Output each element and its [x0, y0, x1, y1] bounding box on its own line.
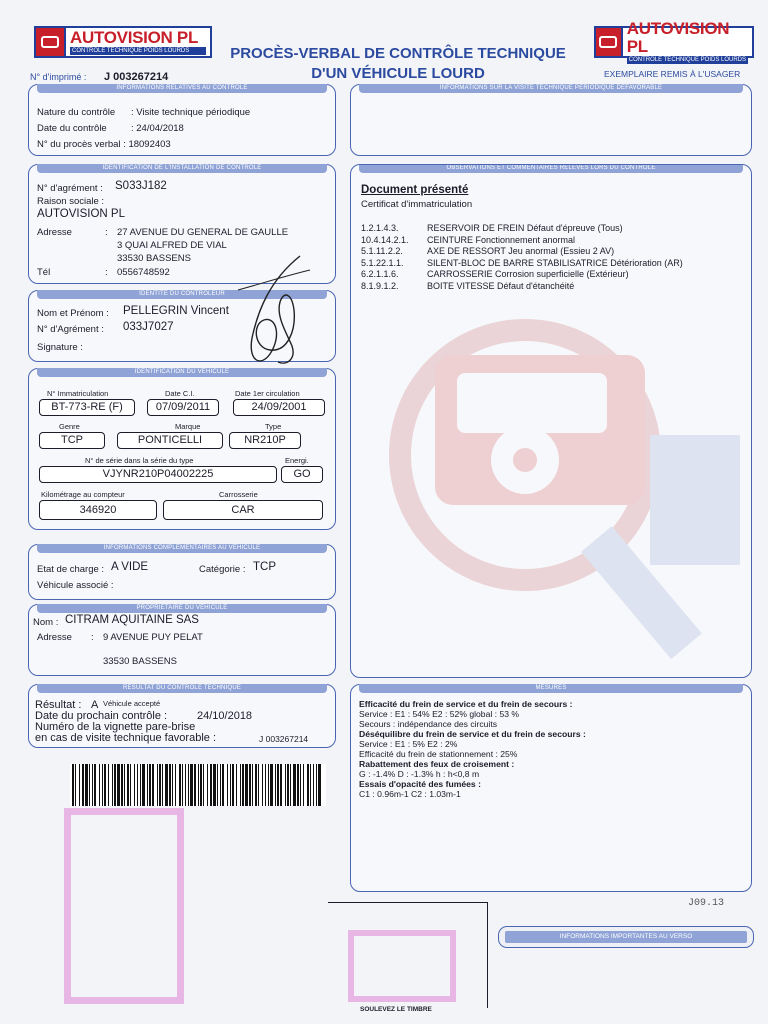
barcode-bar [307, 764, 309, 806]
observation-code: 5.1.11.2.2. [361, 246, 403, 256]
controle-info-box [28, 84, 336, 156]
section-heading: IDENTITE DU CONTROLEUR [37, 290, 327, 299]
exemplaire-usager: EXEMPLAIRE REMIS À L'USAGER [604, 69, 741, 79]
logo-brand: AUTOVISION PL [70, 28, 199, 47]
adresse-colon: : [105, 227, 108, 238]
observation-code: 5.1.22.1.1. [361, 257, 404, 268]
mesure-line: G : -1.4% D : -1.3% h : h<0,8 m [359, 769, 480, 779]
observation-item [361, 258, 683, 268]
genre-label: Genre [59, 422, 80, 431]
mesure-line: Secours : indépendance des circuits [359, 719, 498, 729]
adresse-line-3: 33530 BASSENS [117, 253, 191, 264]
section-heading: PROPRIETAIRE DU VEHICULE [37, 604, 327, 613]
barcode-bar [137, 764, 138, 806]
autovision-logo-left [34, 26, 212, 58]
observation-text: CARROSSERIE Corrosion superficielle (Extérieur) [427, 269, 629, 279]
document-title [206, 44, 590, 84]
barcode-bar [227, 764, 228, 806]
observation-item [361, 235, 575, 245]
barcode-bar [149, 764, 151, 806]
agrement-value: S033J182 [115, 180, 167, 192]
reference-code: J09.13 [688, 898, 725, 909]
type-field: NR210P [229, 432, 301, 449]
document-presente-title: Document présenté [361, 184, 469, 196]
serie-label: N° de série dans la série du type [85, 456, 194, 465]
mesure-line: Essais d'opacité des fumées : [359, 779, 481, 789]
type-label: Type [265, 422, 282, 431]
mesures-box [350, 684, 752, 892]
barcode-bar [249, 764, 251, 806]
observation-code: 6.2.1.1.6. [361, 269, 399, 279]
barcode-bar [222, 764, 224, 806]
barcode-bar [179, 764, 181, 806]
barcode-bar [217, 764, 218, 806]
proprietaire-nom-value: CITRAM AQUITAINE SAS [65, 614, 199, 626]
informations-importantes-banner [498, 926, 754, 948]
barcode-bar [300, 764, 301, 806]
barcode-bar [262, 764, 263, 806]
barcode-bar [207, 764, 208, 806]
observation-item [361, 246, 614, 256]
proprietaire-box [28, 604, 336, 676]
barcode-bar [175, 764, 176, 806]
barcode-bar [313, 764, 314, 806]
barcode-bar [127, 764, 129, 806]
barcode-bar [159, 764, 161, 806]
barcode-bar [265, 764, 266, 806]
barcode-bar [140, 764, 141, 806]
barcode-bar [89, 764, 90, 806]
proprietaire-adresse-line-1: 9 AVENUE PUY PELAT [103, 632, 203, 643]
barcode-bar [94, 764, 96, 806]
resultat-value: A [91, 699, 99, 711]
barcode-bar [190, 764, 193, 806]
barcode-bar [102, 764, 103, 806]
barcode-bar [258, 764, 259, 806]
barcode-bar [232, 764, 234, 806]
barcode-bar [318, 764, 321, 806]
controleur-agrement-value: 033J7027 [123, 321, 174, 333]
informations-importantes-label: INFORMATIONS IMPORTANTES AU VERSO [505, 931, 747, 943]
barcode-bar [172, 764, 173, 806]
barcode-bar [104, 764, 106, 806]
prochain-controle-label: Date du prochain contrôle : [35, 710, 168, 722]
logo-brand: AUTOVISION PL [626, 19, 730, 56]
carrosserie-label: Carrosserie [219, 490, 258, 499]
energie-label: Energi. [285, 456, 309, 465]
document-presente-value: Certificat d'immatriculation [361, 199, 473, 210]
adresse-line-2: 3 QUAI ALFRED DE VIAL [117, 240, 227, 251]
barcode [70, 764, 326, 806]
barcode-bar [240, 764, 241, 806]
barcode-bar [108, 764, 109, 806]
observation-text: SILENT-BLOC DE BARRE STABILISATRICE Détérioration (AR) [427, 257, 683, 268]
section-heading: INFORMATIONS RELATIVES AU CONTROLE [37, 84, 327, 93]
genre-field: TCP [39, 432, 105, 449]
observation-item [361, 223, 623, 233]
barcode-bar [220, 764, 221, 806]
barcode-bar [85, 764, 88, 806]
proprietaire-nom-label: Nom : [33, 617, 59, 628]
mesure-line: Service : E1 : 54% E2 : 52% global : 53 % [359, 709, 520, 719]
barcode-bar [92, 764, 93, 806]
nature-value: : Visite technique périodique [131, 107, 251, 118]
timbre-outline [328, 902, 488, 1008]
barcode-bar [277, 764, 279, 806]
imprime-number: J 003267214 [104, 71, 169, 83]
section-heading: IDENTIFICATION DU VEHICULE [37, 368, 327, 377]
mesure-line: Déséquilibre du frein de service et du frein de secours : [359, 729, 586, 739]
date-controle-label: Date du contrôle [37, 123, 107, 134]
km-field: 346920 [39, 500, 157, 520]
observation-item [361, 269, 629, 279]
barcode-bar [293, 764, 296, 806]
barcode-bar [124, 764, 125, 806]
truck-logo-icon [36, 28, 66, 56]
controleur-agrement-label: N° d'Agrément : [37, 324, 104, 335]
barcode-bar [112, 764, 113, 806]
categorie-label: Catégorie : [199, 564, 246, 575]
adresse-label: Adresse [37, 227, 72, 238]
barcode-bar [99, 764, 100, 806]
vehicule-box [28, 368, 336, 530]
section-heading: OBSERVATIONS ET COMMENTAIRES RELEVES LORS DU CONTROLE [359, 164, 743, 173]
marque-label: Marque [175, 422, 201, 431]
barcode-bar [285, 764, 286, 806]
controleur-nom-label: Nom et Prénom : [37, 308, 109, 319]
resultat-label: Résultat : [35, 699, 82, 711]
defavorable-box [350, 84, 752, 156]
barcode-bar [280, 764, 282, 806]
etat-charge-value: A VIDE [111, 561, 149, 573]
mesure-line: Efficacité du frein de stationnement : 25% [359, 749, 518, 759]
observation-code: 1.2.1.4.3. [361, 223, 399, 233]
barcode-bar [287, 764, 289, 806]
adresse-line-1: 27 AVENUE DU GENERAL DE GAULLE [117, 227, 289, 238]
tel-value: 0556748592 [117, 267, 170, 278]
barcode-bar [236, 764, 237, 806]
observation-code: 8.1.9.1.2. [361, 280, 399, 291]
tel-colon: : [105, 267, 108, 278]
serie-field: VJYNR210P04002225 [39, 466, 277, 483]
date-1er-circ-label: Date 1er circulation [235, 389, 300, 398]
barcode-bar [72, 764, 74, 806]
vignette-line-2: en cas de visite technique favorable : [35, 732, 217, 744]
observation-text: RESERVOIR DE FREIN Défaut d'épreuve (Tous) [427, 223, 623, 233]
barcode-bar [147, 764, 148, 806]
carrosserie-field: CAR [163, 500, 323, 520]
barcode-bar [242, 764, 244, 806]
observation-text: AXE DE RESSORT Jeu anormal (Essieu 2 AV) [427, 246, 615, 256]
barcode-bar [157, 764, 158, 806]
barcode-bar [114, 764, 116, 806]
watermark-emblem [375, 285, 752, 675]
barcode-bar [82, 764, 84, 806]
barcode-bar [188, 764, 189, 806]
vignette-number: J 003267214 [259, 734, 309, 744]
barcode-bar [198, 764, 199, 806]
section-heading: INFORMATIONS SUR LA VISITE TECHNIQUE PERIODIQUE DEFAVORABLE [359, 84, 743, 93]
barcode-bar [75, 764, 76, 806]
barcode-bar [268, 764, 269, 806]
immat-label: N° Immatriculation [47, 389, 109, 398]
barcode-bar [290, 764, 291, 806]
date-controle-value: : 24/04/2018 [131, 123, 184, 134]
raison-sociale-label: Raison sociale : [37, 196, 105, 207]
observation-text: CEINTURE Fonctionnement anormal [427, 234, 576, 245]
complementaires-box [28, 544, 336, 600]
agrement-label: N° d'agrément : [37, 183, 103, 194]
section-heading: IDENTIFICATION DE L'INSTALLATION DE CONTROLE [37, 164, 327, 173]
mesure-line: Efficacité du frein de service et du frein de secours : [359, 699, 573, 709]
barcode-bar [310, 764, 311, 806]
signature-label: Signature : [37, 342, 83, 353]
proprietaire-adresse-line-2: 33530 BASSENS [103, 656, 177, 667]
barcode-bar [165, 764, 168, 806]
mesure-line: Rabattement des feux de croisement : [359, 759, 515, 769]
observations-box [350, 164, 752, 678]
barcode-bar [210, 764, 212, 806]
proprietaire-adresse-colon: : [91, 632, 94, 643]
categorie-value: TCP [253, 561, 276, 573]
barcode-bar [79, 764, 80, 806]
barcode-bar [297, 764, 299, 806]
energie-field: GO [281, 466, 323, 483]
barcode-bar [185, 764, 186, 806]
km-label: Kilométrage au compteur [41, 490, 125, 499]
resultat-note: Véhicule accepté [103, 699, 161, 708]
proces-verbal-number: N° du procès verbal : 18092403 [37, 139, 171, 150]
etat-charge-label: Etat de charge : [37, 564, 105, 575]
nature-label: Nature du contrôle [37, 107, 116, 118]
immat-field: BT-773-RE (F) [39, 399, 135, 416]
vignette-line-1: Numéro de la vignette pare-brise [35, 721, 196, 733]
barcode-bar [162, 764, 163, 806]
barcode-bar [130, 764, 131, 806]
section-heading: INFORMATIONS COMPLEMENTAIRES AU VEHICULE [37, 544, 327, 553]
barcode-bar [213, 764, 216, 806]
barcode-bar [275, 764, 276, 806]
barcode-bar [134, 764, 135, 806]
vignette-sticker-placeholder [64, 808, 184, 1004]
barcode-bar [169, 764, 171, 806]
barcode-bar [252, 764, 253, 806]
barcode-bar [270, 764, 273, 806]
raison-sociale-value: AUTOVISION PL [37, 208, 125, 220]
barcode-bar [194, 764, 196, 806]
signature-scribble [230, 250, 320, 380]
barcode-bar [121, 764, 123, 806]
barcode-bar [316, 764, 317, 806]
logo-subtitle: CONTROLE TECHNIQUE POIDS LOURDS [628, 57, 746, 63]
barcode-bar [182, 764, 183, 806]
mesure-line: C1 : 0.96m-1 C2 : 1.03m-1 [359, 789, 461, 799]
date-ci-label: Date C.I. [165, 389, 195, 398]
barcode-bar [200, 764, 202, 806]
barcode-bar [303, 764, 304, 806]
proprietaire-adresse-label: Adresse [37, 632, 72, 643]
date-1er-circ-field: 24/09/2001 [233, 399, 325, 416]
barcode-bar [230, 764, 231, 806]
barcode-bar [203, 764, 204, 806]
soulevez-timbre: SOULEVEZ LE TIMBRE [360, 1006, 432, 1013]
observation-text: BOITE VITESSE Défaut d'étanchéité [427, 280, 575, 291]
vehicule-associe-label: Véhicule associé : [37, 580, 114, 591]
observation-code: 10.4.14.2.1. [361, 234, 409, 245]
title-line-1: PROCÈS-VERBAL DE CONTRÔLE TECHNIQUE [230, 45, 566, 62]
title-line-2: D'UN VÉHICULE LOURD [311, 65, 485, 82]
mesure-line: Service : E1 : 5% E2 : 2% [359, 739, 458, 749]
tel-label: Tél [37, 267, 51, 278]
observation-item [361, 281, 574, 291]
barcode-bar [255, 764, 257, 806]
barcode-bar [142, 764, 145, 806]
section-heading: RESULTAT DU CONTROLE TECHNIQUE [37, 684, 327, 693]
section-heading: MESURES [359, 684, 743, 693]
logo-subtitle: CONTROLE TECHNIQUE POIDS LOURDS [70, 47, 206, 55]
autovision-logo-right [594, 19, 754, 63]
truck-logo-icon [596, 28, 623, 56]
barcode-bar [117, 764, 120, 806]
barcode-bar [152, 764, 154, 806]
resultat-box [28, 684, 336, 748]
barcode-bar [245, 764, 248, 806]
imprime-label: N° d'imprimé : [30, 72, 87, 82]
prochain-controle-value: 24/10/2018 [197, 710, 253, 722]
date-ci-field: 07/09/2011 [147, 399, 219, 416]
controleur-nom-value: PELLEGRIN Vincent [123, 305, 229, 317]
marque-field: PONTICELLI [117, 432, 223, 449]
